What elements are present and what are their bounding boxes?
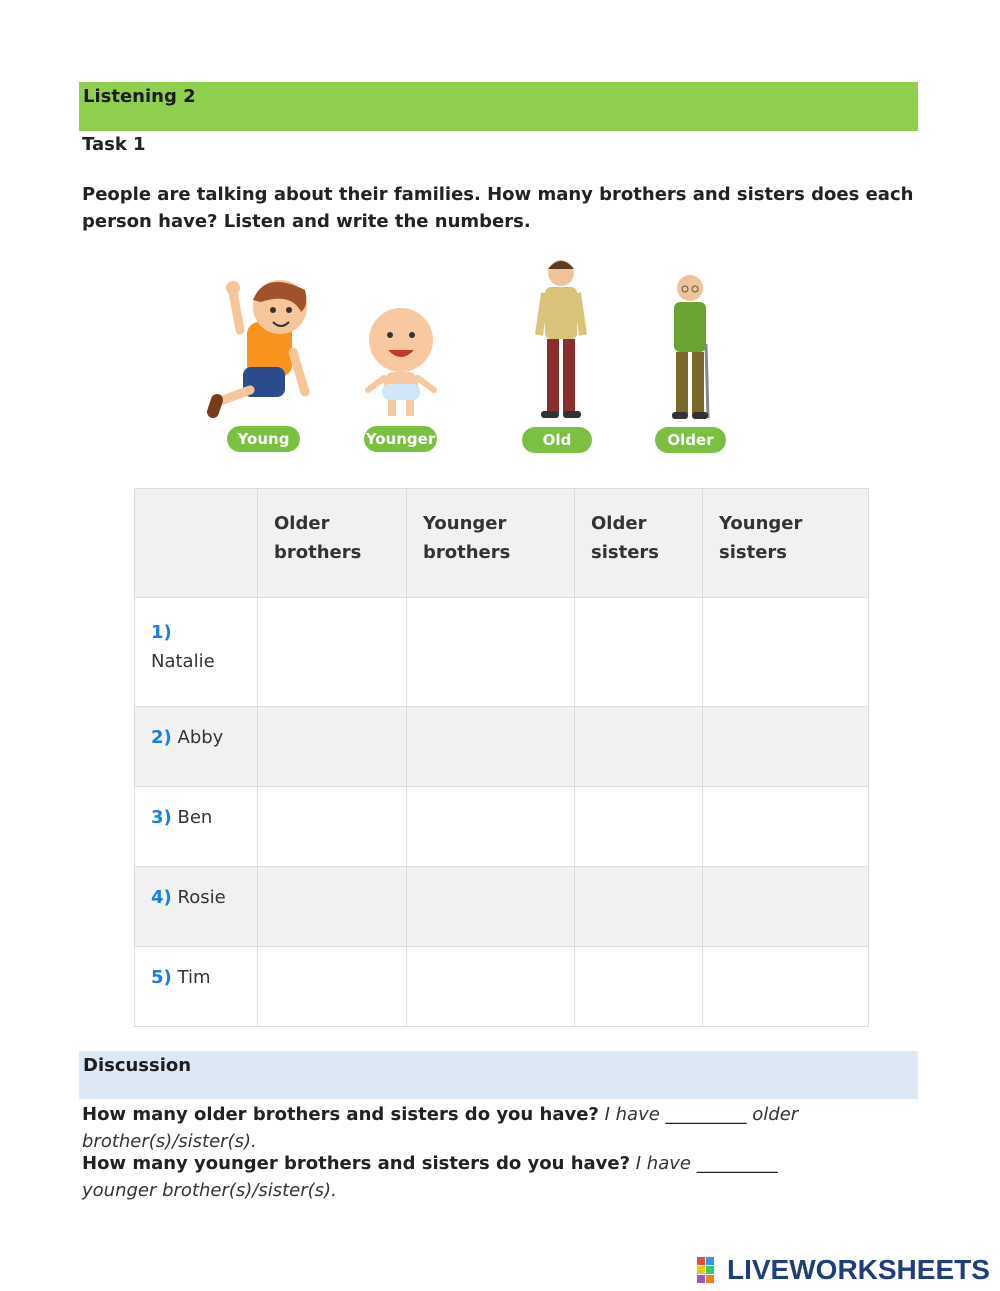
section-title-bar — [79, 82, 918, 131]
header-younger-sisters: Younger sisters — [703, 489, 869, 598]
header-older-sisters: Older sisters — [575, 489, 703, 598]
row-label: 3) Ben — [135, 787, 258, 867]
label-younger: Younger — [364, 426, 437, 452]
discussion-question-1: How many older brothers and sisters do you have? I have _________ older brother(s)/sister(s). — [82, 1104, 799, 1152]
answer-cell[interactable] — [703, 707, 869, 787]
section-title: Listening 2 — [83, 86, 196, 107]
answer-cell[interactable] — [703, 787, 869, 867]
answer-cell[interactable] — [407, 867, 575, 947]
baby-icon — [362, 302, 440, 420]
table-row — [135, 867, 869, 947]
discussion-title: Discussion — [83, 1055, 192, 1076]
siblings-table — [134, 488, 869, 1027]
answer-cell[interactable] — [703, 947, 869, 1027]
row-label: 1) Natalie — [135, 598, 258, 707]
header-empty — [135, 489, 258, 598]
table-row — [135, 947, 869, 1027]
label-old: Old — [522, 427, 592, 453]
task-instructions: People are talking about their families. How many brothers and sisters does each person have? Listen and write the numbers. — [82, 184, 914, 232]
table-row — [135, 598, 869, 707]
discussion-title-bar — [79, 1051, 918, 1099]
discussion-question-2: How many younger brothers and sisters do you have? I have _________ younger brother(s)/sister(s). — [82, 1153, 778, 1201]
answer-cell[interactable] — [575, 598, 703, 707]
answer-cell[interactable] — [575, 947, 703, 1027]
answer-cell[interactable] — [258, 787, 407, 867]
answer-cell[interactable] — [407, 707, 575, 787]
table-header-row — [135, 489, 869, 598]
task-label: Task 1 — [82, 134, 146, 155]
answer-cell[interactable] — [575, 707, 703, 787]
answer-cell[interactable] — [575, 867, 703, 947]
boy-icon — [205, 272, 320, 422]
answer-cell[interactable] — [258, 707, 407, 787]
label-older: Older — [655, 427, 726, 453]
row-label: 5) Tim — [135, 947, 258, 1027]
answer-cell[interactable] — [258, 947, 407, 1027]
answer-cell[interactable] — [258, 867, 407, 947]
table-row — [135, 707, 869, 787]
liveworksheets-logo — [697, 1255, 990, 1285]
logo-text: LIVEWORKSHEETS — [727, 1254, 990, 1285]
answer-cell[interactable] — [258, 598, 407, 707]
label-young: Young — [227, 426, 300, 452]
table-row — [135, 787, 869, 867]
answer-cell[interactable] — [575, 787, 703, 867]
old-man-icon — [668, 272, 718, 422]
man-icon — [533, 255, 589, 421]
answer-cell[interactable] — [407, 947, 575, 1027]
row-label: 4) Rosie — [135, 867, 258, 947]
logo-blocks-icon — [697, 1257, 723, 1283]
answer-cell[interactable] — [407, 787, 575, 867]
row-label: 2) Abby — [135, 707, 258, 787]
header-older-brothers: Older brothers — [258, 489, 407, 598]
answer-cell[interactable] — [407, 598, 575, 707]
answer-cell[interactable] — [703, 867, 869, 947]
answer-blank-2[interactable]: _________ — [696, 1153, 778, 1174]
answer-cell[interactable] — [703, 598, 869, 707]
header-younger-brothers: Younger brothers — [407, 489, 575, 598]
answer-blank-1[interactable]: _________ — [665, 1104, 747, 1125]
